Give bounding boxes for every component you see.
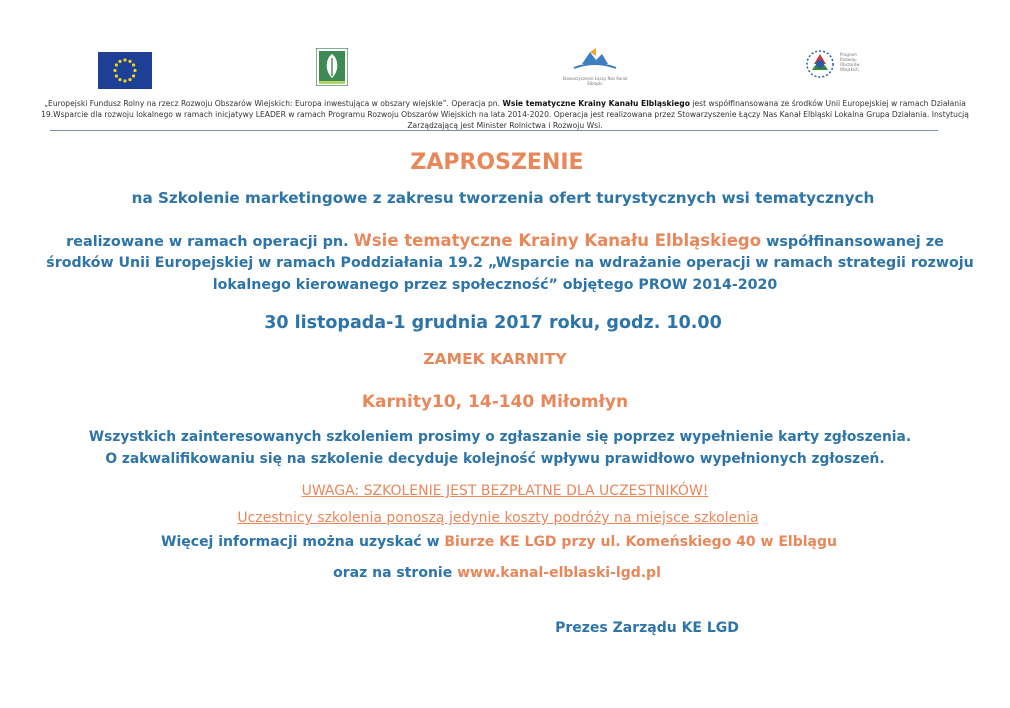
funding-note-operation-name: Wsie tematyczne Krainy Kanału Elbląskiego (502, 99, 690, 108)
stowarzyszenie-logo-text: Stowarzyszenie Łączy Nas Kanał Elbląski (562, 76, 628, 86)
prow-logo-text: Program Rozwoju Obszarów Wiejskich (840, 52, 860, 72)
signature: Prezes Zarządu KE LGD (555, 620, 739, 636)
training-subtitle: na Szkolenie marketingowe z zakresu tworzenia ofert turystycznych wsi tematycznych (131, 189, 875, 207)
event-venue: ZAMEK KARNITY (423, 350, 567, 368)
website-info: oraz na stronie www.kanal-elblaski-lgd.pl (333, 565, 661, 581)
eu-flag-logo (98, 52, 152, 89)
info-line-1: Wszystkich zainteresowanych szkoleniem prosimy o zgłaszanie się poprzez wypełnienie karty zgłoszenia. (88, 429, 912, 445)
travel-costs-note: Uczestnicy szkolenia ponoszą jedynie koszty podróży na miejsce szkolenia (237, 510, 759, 526)
page-title: ZAPROSZENIE (410, 150, 584, 175)
prow-logo (806, 46, 862, 86)
contact-info: Więcej informacji można uzyskać w Biurze KE LGD przy ul. Komeńskiego 40 w Elblągu (161, 534, 837, 550)
funding-note (40, 98, 970, 131)
operation-line-3: lokalnego kierowanego przez społeczność” objętego PROW 2014-2020 (212, 277, 778, 293)
funding-note-line-1: „Europejski Fundusz Rolny na rzecz Rozwoju Obszarów Wiejskich: Europa inwestująca w obszary wiejskie”. Operacja pn. Wsie tematyczne Krainy Kanału Elbląskiego jest współfinansowana ze środków Unii Europejskiej w ramach Działania (44, 99, 966, 108)
funding-note-line-3: Zarządzającą jest Minister Rolnictwa i Rozwoju Wsi. (407, 121, 603, 130)
header-divider (50, 130, 938, 131)
operation-line-2: środków Unii Europejskiej w ramach Poddziałania 19.2 „Wsparcie na wdrażanie operacji w ramach strategii rozwoju (46, 255, 974, 271)
website-link[interactable]: www.kanal-elblaski-lgd.pl (457, 565, 661, 581)
logo-row (0, 40, 1010, 95)
event-date: 30 listopada-1 grudnia 2017 roku, godz. 10.00 (264, 313, 722, 333)
free-training-notice: UWAGA: SZKOLENIE JEST BEZPŁATNE DLA UCZESTNIKÓW! (301, 483, 709, 499)
funding-note-line-2: 19.Wsparcie dla rozwoju lokalnego w ramach inicjatywy LEADER w ramach Programu Rozwoju Obszarów Wiejskich na lata 2014-2020. Operacja jest realizowana przez Stowarzyszenie Łączy Nas Kanał Elbląski Lokalna Grupa Działania. Instytucją (41, 110, 969, 119)
info-line-2: O zakwalifikowaniu się na szkolenie decyduje kolejność wpływu prawidłowo wypełnionych zgłoszeń. (105, 451, 885, 467)
stowarzyszenie-logo (560, 46, 630, 88)
operation-line-1: realizowane w ramach operacji pn. Wsie tematyczne Krainy Kanału Elbląskiego współfinansowanej ze (66, 231, 944, 250)
office-address: Biurze KE LGD przy ul. Komeńskiego 40 w Elblągu (444, 534, 837, 550)
operation-name: Wsie tematyczne Krainy Kanału Elbląskiego (353, 231, 762, 250)
leader-logo (316, 48, 348, 86)
event-address: Karnity10, 14-140 Miłomłyn (361, 392, 629, 412)
